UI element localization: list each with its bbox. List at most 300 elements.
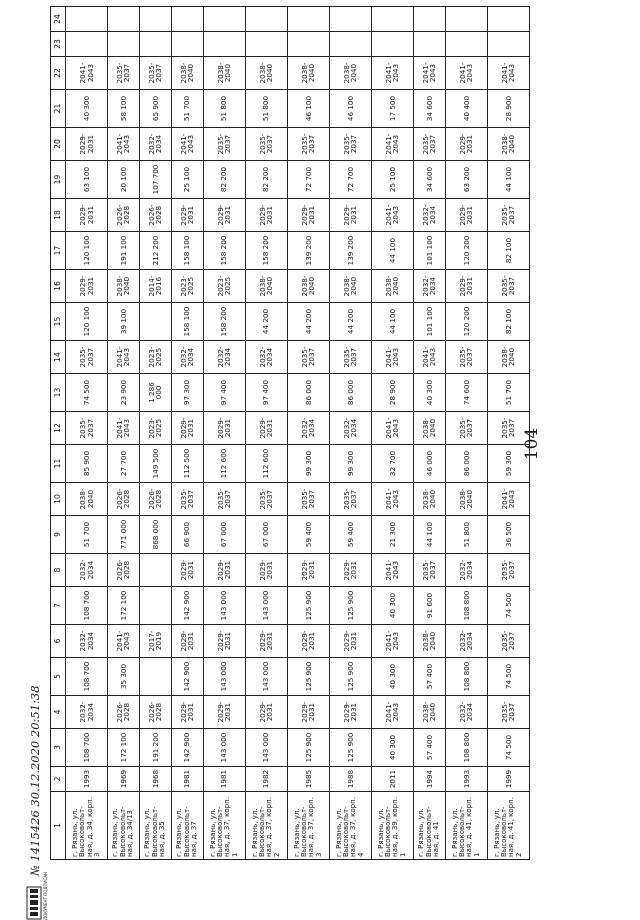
table-cell: 112 500 <box>171 445 203 483</box>
table-cell: 212 200 <box>139 232 171 270</box>
table-cell: 86 000 <box>287 374 329 412</box>
table-cell: 2038-2040 <box>413 696 445 729</box>
table-cell: 143 000 <box>203 587 245 625</box>
table-cell: 101 100 <box>413 232 445 270</box>
address-cell: г. Рязань, ул. Высоковольт-ная, д. 41, корп. 1 <box>445 792 487 860</box>
table-cell: 44 100 <box>371 232 413 270</box>
table-cell: 72 700 <box>287 161 329 199</box>
column-header: 16 <box>51 270 66 303</box>
rotated-table-wrapper <box>50 14 530 860</box>
table-cell <box>66 7 108 32</box>
table-cell: 771 000 <box>108 516 140 554</box>
table-cell: 2026-2028 <box>139 696 171 729</box>
table-cell: 2041-2043 <box>413 341 445 374</box>
table-cell: 2035-2037 <box>487 625 529 658</box>
table-cell: 108 800 <box>445 729 487 767</box>
column-header: 1 <box>51 792 66 860</box>
table-cell: 40 300 <box>371 658 413 696</box>
column-header: 12 <box>51 412 66 445</box>
table-cell: 139 200 <box>287 232 329 270</box>
table-cell <box>413 7 445 32</box>
table-cell: 2026-2028 <box>108 483 140 516</box>
table-cell: 59 300 <box>487 445 529 483</box>
table-cell: 1993 <box>445 767 487 792</box>
table-cell: 2029-2031 <box>203 199 245 232</box>
table-cell: 2038-2040 <box>487 128 529 161</box>
table-cell: 97 400 <box>203 374 245 412</box>
table-cell: 2038-2040 <box>245 57 287 90</box>
table-cell: 172 100 <box>108 729 140 767</box>
column-header: 15 <box>51 303 66 341</box>
column-header: 20 <box>51 128 66 161</box>
table-cell: 1999 <box>487 767 529 792</box>
table-cell: 2035-2037 <box>245 483 287 516</box>
table-cell: 2026-2028 <box>108 696 140 729</box>
address-cell: г. Рязань, ул. Высоковольт-ная, д. 39, корп. 1 <box>371 792 413 860</box>
table-cell: 1982 <box>245 767 287 792</box>
table-cell: 2041-2043 <box>371 341 413 374</box>
table-cell: 2029-2031 <box>245 412 287 445</box>
table-cell: 868 000 <box>139 516 171 554</box>
table-cell: 125 900 <box>329 658 371 696</box>
table-cell: 2041-2043 <box>371 625 413 658</box>
table-cell: 2029-2031 <box>329 199 371 232</box>
table-cell: 2038-2040 <box>108 270 140 303</box>
table-cell: 2029-2031 <box>287 199 329 232</box>
table-cell: 72 700 <box>329 161 371 199</box>
table-cell: 2032-2034 <box>445 696 487 729</box>
table-cell: 65 900 <box>139 90 171 128</box>
address-cell: г. Рязань, ул. Высоковольт-ная, д. 35 <box>139 792 171 860</box>
table-cell: 2038-2040 <box>287 270 329 303</box>
table-cell: 74 500 <box>66 374 108 412</box>
table-row <box>445 7 487 860</box>
table-cell: 2041-2043 <box>66 57 108 90</box>
table-cell <box>108 7 140 32</box>
table-cell: 2041-2043 <box>413 57 445 90</box>
table-row <box>108 7 140 860</box>
table-cell: 143 000 <box>245 729 287 767</box>
address-cell: г. Рязань, ул. Высоковольт-ная, д. 37, корп. 4 <box>329 792 371 860</box>
table-row <box>245 7 287 860</box>
table-cell: 74 500 <box>487 587 529 625</box>
table-cell: 51 700 <box>171 90 203 128</box>
table-cell <box>171 7 203 32</box>
table-cell: 20 100 <box>108 161 140 199</box>
table-row <box>487 7 529 860</box>
table-cell: 39 100 <box>108 303 140 341</box>
document-id: № 1415426 30.12.2020 20:51:38 <box>28 685 42 876</box>
table-cell: 2041-2043 <box>108 412 140 445</box>
table-cell: 2038-2040 <box>287 57 329 90</box>
table-cell: 2035-2037 <box>413 554 445 587</box>
table-cell <box>139 303 171 341</box>
table-cell: 82 200 <box>203 161 245 199</box>
table-cell: 85 900 <box>66 445 108 483</box>
table-cell: 51 700 <box>487 374 529 412</box>
table-cell: 2035-2037 <box>108 57 140 90</box>
table-cell: 40 400 <box>445 90 487 128</box>
table-cell: 2038-2040 <box>371 270 413 303</box>
table-cell: 2029-2031 <box>245 625 287 658</box>
table-cell: 44 100 <box>487 161 529 199</box>
table-cell: 2035-2037 <box>445 341 487 374</box>
table-cell: 51 800 <box>245 90 287 128</box>
table-cell: 120 100 <box>66 232 108 270</box>
table-cell: 2029-2031 <box>66 128 108 161</box>
table-cell: 2041-2043 <box>371 554 413 587</box>
table-cell: 2041-2043 <box>371 57 413 90</box>
table-cell: 99 300 <box>329 445 371 483</box>
table-cell: 2029-2031 <box>203 696 245 729</box>
table-cell <box>108 32 140 57</box>
table-cell: 2038-2040 <box>413 412 445 445</box>
table-cell: 158 100 <box>171 303 203 341</box>
table-cell: 2041-2043 <box>171 128 203 161</box>
table-cell: 2038-2040 <box>171 57 203 90</box>
table-cell: 2029-2031 <box>66 270 108 303</box>
table-cell: 1994 <box>413 767 445 792</box>
table-cell: 44 200 <box>245 303 287 341</box>
table-cell: 2029-2031 <box>171 696 203 729</box>
table-cell: 59 400 <box>329 516 371 554</box>
table-cell: 2035-2037 <box>329 341 371 374</box>
table-cell: 1993 <box>66 767 108 792</box>
table-cell: 2035-2037 <box>287 128 329 161</box>
table-cell: 108 800 <box>445 587 487 625</box>
table-cell: 28 900 <box>371 374 413 412</box>
table-cell <box>445 32 487 57</box>
table-cell: 2032-2034 <box>66 554 108 587</box>
table-cell: 2032-2034 <box>203 341 245 374</box>
table-cell: 2023-2025 <box>139 341 171 374</box>
table-row <box>287 7 329 860</box>
table-cell: 125 900 <box>329 587 371 625</box>
table-cell: 2023-2025 <box>139 412 171 445</box>
table-cell: 86 000 <box>329 374 371 412</box>
table-cell: 2035-2037 <box>487 696 529 729</box>
table-cell <box>203 7 245 32</box>
column-header: 4 <box>51 696 66 729</box>
table-cell: 125 900 <box>287 658 329 696</box>
table-cell: 2029-2031 <box>171 554 203 587</box>
table-cell: 2029-2031 <box>329 625 371 658</box>
table-cell: 66 900 <box>171 516 203 554</box>
table-cell: 2029-2031 <box>245 199 287 232</box>
table-cell: 86 000 <box>445 445 487 483</box>
table-cell: 2023-2025 <box>203 270 245 303</box>
table-cell: 2029-2031 <box>329 554 371 587</box>
table-cell <box>287 32 329 57</box>
table-cell: 2038-2040 <box>445 483 487 516</box>
column-header: 17 <box>51 232 66 270</box>
column-header: 11 <box>51 445 66 483</box>
table-cell: 67 000 <box>245 516 287 554</box>
table-cell: 2038-2040 <box>203 57 245 90</box>
column-header: 23 <box>51 32 66 57</box>
table-cell: 97 300 <box>171 374 203 412</box>
table-cell: 44 200 <box>287 303 329 341</box>
table-cell: 63 200 <box>445 161 487 199</box>
table-cell: 57 400 <box>413 729 445 767</box>
table-cell: 2041-2043 <box>487 57 529 90</box>
table-cell <box>139 658 171 696</box>
table-cell: 142 900 <box>171 658 203 696</box>
address-cell: г. Рязань, ул. Высоковольт-ная, д. 37 <box>171 792 203 860</box>
table-cell: 2041-2043 <box>371 483 413 516</box>
table-cell: 51 700 <box>66 516 108 554</box>
stamp-emblem-icon <box>26 886 42 920</box>
table-cell: 2041-2043 <box>108 341 140 374</box>
column-header: 18 <box>51 199 66 232</box>
table-cell: 25 100 <box>371 161 413 199</box>
address-cell: г. Рязань, ул. Высоковольт-ная, д. 34, корп. 3 <box>66 792 108 860</box>
table-cell: 44 100 <box>371 303 413 341</box>
table-cell <box>139 32 171 57</box>
table-cell: 107 700 <box>139 161 171 199</box>
table-cell <box>139 587 171 625</box>
column-header: 2 <box>51 767 66 792</box>
table-cell: 2032-2034 <box>413 270 445 303</box>
table-cell: 2032-2034 <box>287 412 329 445</box>
table-cell: 120 200 <box>445 232 487 270</box>
table-cell: 172 100 <box>108 587 140 625</box>
table-cell: 2035-2037 <box>139 57 171 90</box>
table-cell: 2041-2043 <box>108 128 140 161</box>
table-cell: 2029-2031 <box>171 625 203 658</box>
table-cell <box>445 7 487 32</box>
table-cell: 2029-2031 <box>66 199 108 232</box>
table-cell: 158 200 <box>245 232 287 270</box>
table-cell: 2032-2034 <box>171 341 203 374</box>
table-cell: 108 700 <box>66 587 108 625</box>
table-row <box>413 7 445 860</box>
table-cell: 1988 <box>329 767 371 792</box>
table-cell: 91 600 <box>413 587 445 625</box>
table-cell: 2032-2034 <box>66 696 108 729</box>
table-cell: 2035-2037 <box>487 412 529 445</box>
address-cell: г. Рязань, ул. Высоковольт-ная, д. 41, корп. 2 <box>487 792 529 860</box>
table-cell <box>66 32 108 57</box>
table-cell: 2011 <box>371 767 413 792</box>
table-cell: 143 000 <box>203 729 245 767</box>
table-cell <box>139 554 171 587</box>
table-cell: 143 000 <box>245 587 287 625</box>
table-cell: 40 300 <box>371 587 413 625</box>
table-cell: 2029-2031 <box>171 412 203 445</box>
table-cell: 1981 <box>203 767 245 792</box>
table-cell: 2035-2037 <box>329 128 371 161</box>
table-cell: 51 800 <box>203 90 245 128</box>
table-cell: 2035-2037 <box>445 412 487 445</box>
table-cell: 2041-2043 <box>371 199 413 232</box>
column-header: 19 <box>51 161 66 199</box>
table-cell: 2029-2031 <box>445 128 487 161</box>
table-cell: 2029-2031 <box>245 554 287 587</box>
table-cell: 34 600 <box>413 90 445 128</box>
table-cell: 108 800 <box>445 658 487 696</box>
table-cell: 2035-2037 <box>329 483 371 516</box>
table-cell: 17 500 <box>371 90 413 128</box>
table-cell: 32 700 <box>371 445 413 483</box>
table-cell: 2038-2040 <box>413 625 445 658</box>
table-cell: 149 500 <box>139 445 171 483</box>
table-cell <box>329 7 371 32</box>
table-cell: 2029-2031 <box>329 696 371 729</box>
table-cell: 40 300 <box>413 374 445 412</box>
column-header: 21 <box>51 90 66 128</box>
table-cell: 2035-2037 <box>203 128 245 161</box>
table-cell: 44 100 <box>413 516 445 554</box>
column-header: 6 <box>51 625 66 658</box>
table-cell: 125 900 <box>329 729 371 767</box>
table-cell: 108 700 <box>66 658 108 696</box>
table-cell: 2035-2037 <box>287 341 329 374</box>
address-cell: г. Рязань, ул. Высоковольт-ная, д. 37, корп. 1 <box>203 792 245 860</box>
table-cell <box>371 32 413 57</box>
table-cell: 2041-2043 <box>487 483 529 516</box>
address-cell: г. Рязань, ул. Высоковольт-ная, д. 37, корп. 3 <box>287 792 329 860</box>
table-cell: 21 300 <box>371 516 413 554</box>
table-cell: 44 200 <box>329 303 371 341</box>
table-cell: 2032-2034 <box>445 625 487 658</box>
table-cell: 2032-2034 <box>413 199 445 232</box>
table-cell: 2032-2034 <box>245 341 287 374</box>
table-cell: 2041-2043 <box>371 128 413 161</box>
table-cell: 2029-2031 <box>287 696 329 729</box>
table-row <box>203 7 245 860</box>
table-cell <box>171 32 203 57</box>
table-cell: 67 000 <box>203 516 245 554</box>
signature-stamp <box>26 871 52 920</box>
table-cell: 2032-2034 <box>66 625 108 658</box>
table-cell: 34 600 <box>413 161 445 199</box>
table-cell <box>203 32 245 57</box>
table-cell: 2035-2037 <box>487 199 529 232</box>
table-cell: 46 000 <box>413 445 445 483</box>
table-cell: 25 100 <box>171 161 203 199</box>
table-cell: 2026-2028 <box>139 483 171 516</box>
column-header: 8 <box>51 554 66 587</box>
table-cell: 2038-2040 <box>487 341 529 374</box>
table-cell <box>413 32 445 57</box>
table-cell: 120 200 <box>445 303 487 341</box>
table-cell <box>245 32 287 57</box>
table-cell <box>487 32 529 57</box>
table-cell: 108 700 <box>66 729 108 767</box>
stamp-label: ДОКУМЕНТ ПОДПИСАН <box>43 871 48 920</box>
table-cell: 2029-2031 <box>445 270 487 303</box>
table-cell: 58 100 <box>108 90 140 128</box>
table-cell: 125 900 <box>287 729 329 767</box>
table-cell: 112 600 <box>203 445 245 483</box>
table-cell: 2038-2040 <box>245 270 287 303</box>
table-cell: 1968 <box>139 767 171 792</box>
table-cell: 2038-2040 <box>329 270 371 303</box>
footer <box>18 560 78 920</box>
table-cell <box>245 7 287 32</box>
table-cell: 2029-2031 <box>203 625 245 658</box>
table-cell: 2029-2031 <box>287 554 329 587</box>
table-cell: 2017-2019 <box>139 625 171 658</box>
table-cell: 74 600 <box>445 374 487 412</box>
table-cell: 2029-2031 <box>287 625 329 658</box>
table-cell: 2038-2040 <box>329 57 371 90</box>
housing-repair-table <box>50 6 530 860</box>
table-cell: 2029-2031 <box>203 554 245 587</box>
table-cell: 158 200 <box>203 303 245 341</box>
address-cell: г. Рязань, ул. Высоковольт-ная, д. 37, корп. 2 <box>245 792 287 860</box>
column-header: 22 <box>51 57 66 90</box>
table-cell: 99 300 <box>287 445 329 483</box>
table-cell: 139 200 <box>329 232 371 270</box>
column-header: 9 <box>51 516 66 554</box>
table-cell: 1969 <box>108 767 140 792</box>
table-cell: 36 500 <box>487 516 529 554</box>
column-header: 13 <box>51 374 66 412</box>
column-header: 14 <box>51 341 66 374</box>
table-cell: 51 800 <box>445 516 487 554</box>
table-cell: 143 000 <box>245 658 287 696</box>
table-cell: 1985 <box>287 767 329 792</box>
table-cell: 158 100 <box>171 232 203 270</box>
table-cell <box>371 7 413 32</box>
address-cell: г. Рязань, ул. Высоковольт-ная, д. 41 <box>413 792 445 860</box>
table-cell: 59 400 <box>287 516 329 554</box>
table-cell: 97 400 <box>245 374 287 412</box>
table-cell: 2041-2043 <box>371 696 413 729</box>
table-cell: 2026-2028 <box>108 199 140 232</box>
table-cell: 1981 <box>171 767 203 792</box>
table-cell: 120 100 <box>66 303 108 341</box>
table-cell: 125 900 <box>287 587 329 625</box>
table-cell: 2029-2031 <box>171 199 203 232</box>
table-cell: 63 100 <box>66 161 108 199</box>
table-cell: 2041-2043 <box>371 412 413 445</box>
table-cell: 28 900 <box>487 90 529 128</box>
table-cell: 101 100 <box>413 303 445 341</box>
table-cell: 2035-2037 <box>66 412 108 445</box>
table-cell: 158 200 <box>203 232 245 270</box>
table-cell: 82 200 <box>245 161 287 199</box>
table-cell <box>487 7 529 32</box>
table-row <box>371 7 413 860</box>
table-cell: 142 900 <box>171 729 203 767</box>
table-cell: 2035-2037 <box>413 128 445 161</box>
table-row <box>171 7 203 860</box>
table-cell: 143 000 <box>203 658 245 696</box>
table-cell: 2026-2028 <box>108 554 140 587</box>
table-cell: 2032-2034 <box>329 412 371 445</box>
table-cell <box>287 7 329 32</box>
table-cell: 2032-2034 <box>139 128 171 161</box>
table-cell: 2035-2037 <box>487 554 529 587</box>
table-cell: 2035-2037 <box>203 483 245 516</box>
table-cell: 2023-2025 <box>171 270 203 303</box>
column-header: 7 <box>51 587 66 625</box>
table-cell: 2035-2037 <box>171 483 203 516</box>
column-header: 24 <box>51 7 66 32</box>
address-cell: г. Рязань, ул. Высоковольт-ная, д. 34/13 <box>108 792 140 860</box>
table-cell: 2038-2040 <box>413 483 445 516</box>
column-header: 3 <box>51 729 66 767</box>
table-cell <box>329 32 371 57</box>
table-cell: 142 900 <box>171 587 203 625</box>
table-row <box>329 7 371 860</box>
table-cell: 46 100 <box>287 90 329 128</box>
table-cell: 46 100 <box>329 90 371 128</box>
table-cell: 2032-2034 <box>445 554 487 587</box>
